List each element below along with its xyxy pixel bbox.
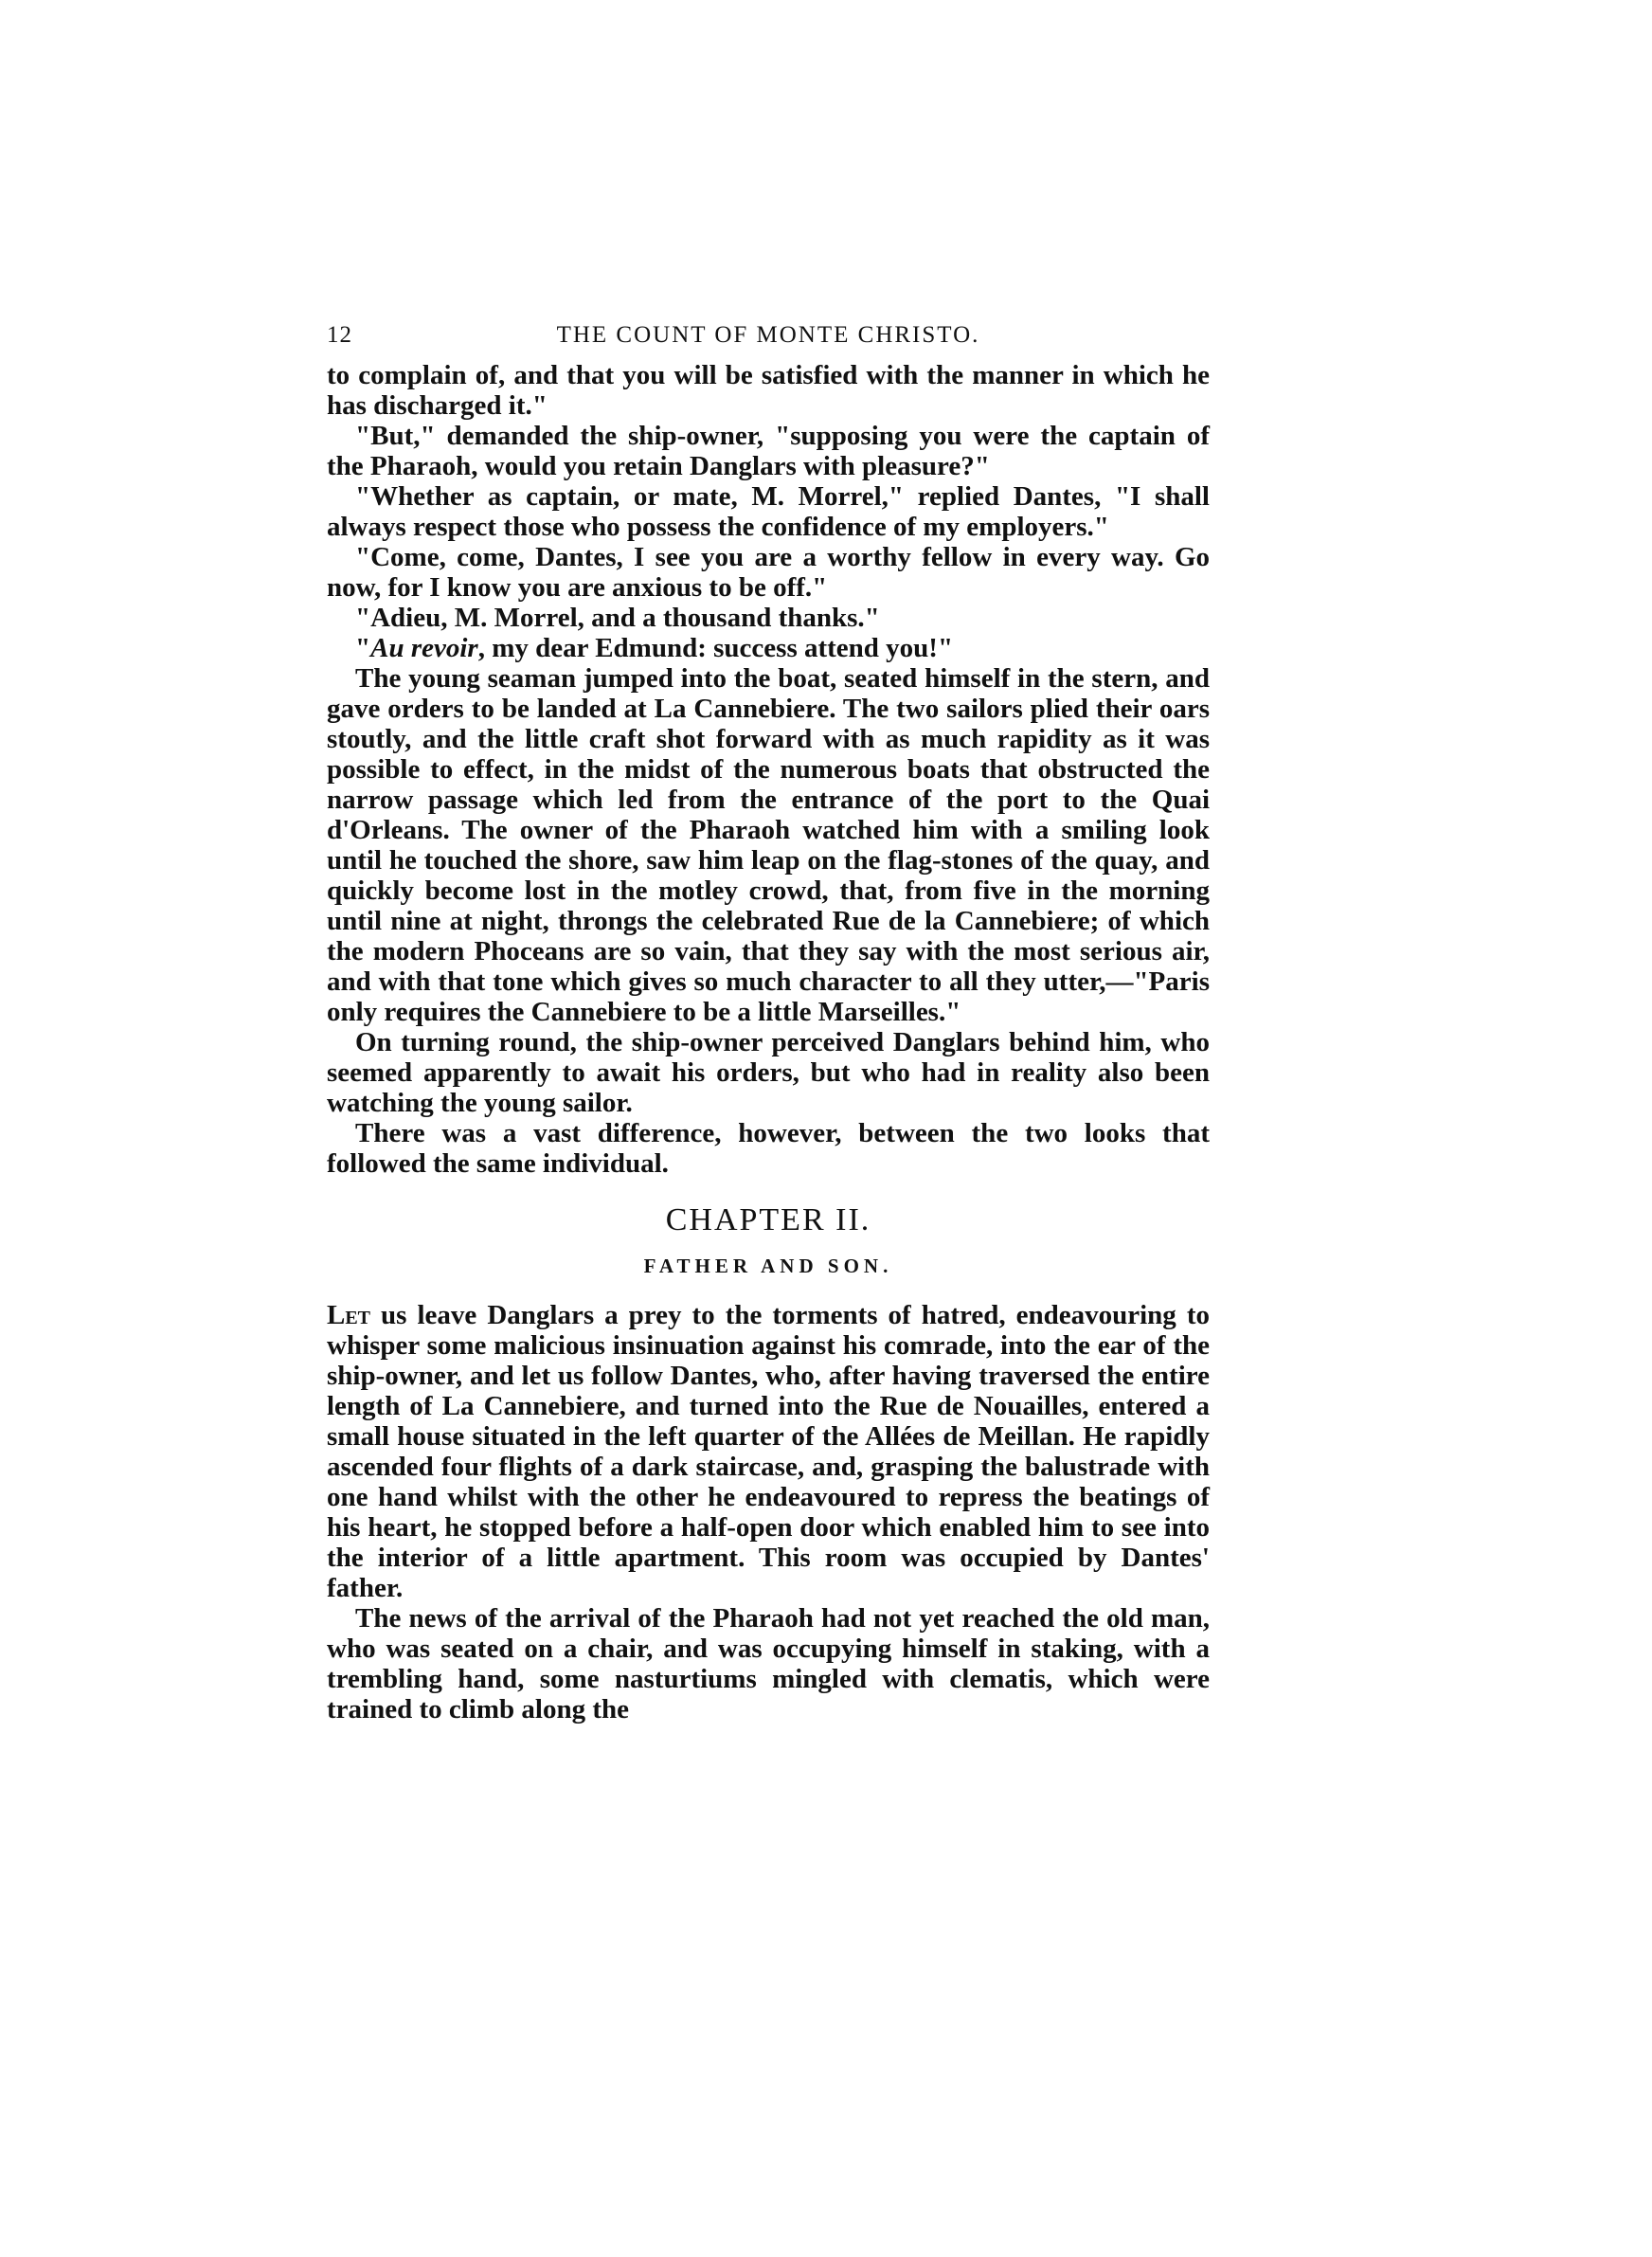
running-header — [327, 322, 1210, 360]
au-revoir-rest: , my dear Edmund: success attend you!" — [477, 633, 954, 663]
book-page — [327, 322, 1210, 1724]
chapter-subtitle: FATHER AND SON. — [643, 1255, 893, 1277]
opening-text: us leave Danglars a prey to the torments of hatred, endeavouring to whisper some malicious insinuation against his comrade, into the ear of the ship-owner, and let us follow Dantes, who, after having traversed the entire length of La Cannebiere, and turned into the Rue de Nouailles, entered a small house situated in the left quarter of the Allées de Meillan. He rapidly ascended four flights of a dark staircase, and, grasping the balustrade with one hand whilst with the other he endeavoured to repress the beatings of his heart, he stopped before a half-open door which enabled him to see into the interior of a little apartment. This room was occupied by Dantes' father. — [327, 1300, 1210, 1603]
paragraph-chapter-opening — [327, 1300, 1210, 1603]
running-title: THE COUNT OF MONTE CHRISTO. — [556, 322, 980, 348]
paragraph-continuation: to complain of, and that you will be satisfied with the manner in which he has discharged it." — [327, 360, 1210, 421]
page-number: 12 — [327, 322, 352, 348]
opening-word: Let — [327, 1300, 371, 1330]
paragraph-come-come: "Come, come, Dantes, I see you are a worthy fellow in every way. Go now, for I know you are anxious to be off." — [327, 542, 1210, 603]
paragraph-news-arrival: The news of the arrival of the Pharaoh had not yet reached the old man, who was seated on a chair, and was occupying himself in staking, with a trembling hand, some nasturtiums mingled with clematis, which were trained to climb along the — [327, 1603, 1210, 1724]
paragraph-au-revoir — [327, 633, 1210, 663]
au-revoir-italic: Au revoir — [370, 633, 478, 663]
paragraph-shipowner-question: "But," demanded the ship-owner, "supposing you were the captain of the Pharaoh, would you retain Danglars with pleasure?" — [327, 421, 1210, 481]
au-revoir-open-quote: " — [355, 633, 371, 663]
paragraph-young-seaman: The young seaman jumped into the boat, seated himself in the stern, and gave orders to be landed at La Cannebiere. The two sailors plied their oars stoutly, and the little craft shot forward with as much rapidity as it was possible to effect, in the midst of the numerous boats that obstructed the narrow passage which led from the entrance of the port to the Quai d'Orleans. The owner of the Pharaoh watched him with a smiling look until he touched the shore, saw him leap on the flag-stones of the quay, and quickly become lost in the motley crowd, that, from five in the morning until nine at night, throngs the celebrated Rue de la Cannebiere; of which the modern Phoceans are so vain, that they say with the most serious air, and with that tone which gives so much character to all they utter,—"Paris only requires the Cannebiere to be a little Marseilles." — [327, 663, 1210, 1027]
paragraph-dantes-reply: "Whether as captain, or mate, M. Morrel," replied Dantes, "I shall always respect those who possess the confidence of my employers." — [327, 481, 1210, 542]
paragraph-adieu: "Adieu, M. Morrel, and a thousand thanks." — [355, 603, 880, 633]
paragraph-turning-round: On turning round, the ship-owner perceived Danglars behind him, who seemed apparently to await his orders, but who had in reality also been watching the young sailor. — [327, 1027, 1210, 1118]
chapter-heading — [327, 1200, 1210, 1287]
paragraph-vast-difference: There was a vast difference, however, between the two looks that followed the same individual. — [327, 1118, 1210, 1179]
chapter-title: CHAPTER II. — [665, 1202, 871, 1237]
